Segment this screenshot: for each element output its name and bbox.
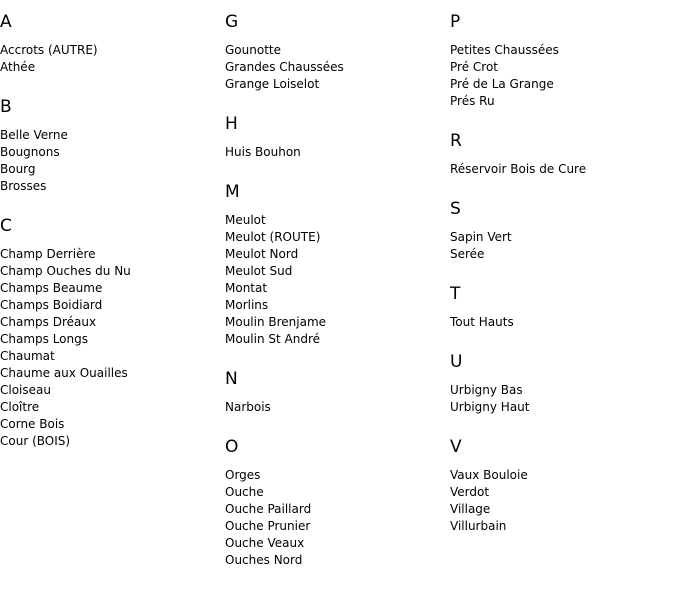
letter-group [225,114,450,161]
place-link[interactable]: Village [450,502,491,516]
letter-group [0,97,225,195]
place-link[interactable]: Pré Crot [450,60,498,74]
place-link[interactable]: Réservoir Bois de Cure [450,162,587,176]
place-link[interactable]: Moulin Brenjame [225,315,327,329]
place-link[interactable]: Ouche [225,485,264,499]
letter-group [225,182,450,348]
place-list [225,467,450,569]
place-link[interactable]: Brosses [0,179,47,193]
place-link[interactable]: Serée [450,247,485,261]
place-link[interactable]: Pré de La Grange [450,77,554,91]
letter-group [0,216,225,450]
place-list [225,212,450,348]
place-link[interactable]: Chaume aux Ouailles [0,366,128,380]
place-list [450,42,675,110]
place-link[interactable]: Champ Ouches du Nu [0,264,131,278]
place-link[interactable]: Grange Loiselot [225,77,320,91]
letter-group [450,199,675,263]
place-list [450,161,675,178]
letter-heading: V [450,437,462,457]
letter-group [450,352,675,416]
place-list [0,246,225,450]
place-link[interactable]: Vaux Bouloie [450,468,528,482]
letter-group [450,437,675,535]
place-list [225,144,450,161]
place-link[interactable]: Urbigny Bas [450,383,523,397]
letter-heading: H [225,114,238,134]
place-link[interactable]: Morlins [225,298,269,312]
place-link[interactable]: Montat [225,281,268,295]
place-list [450,229,675,263]
place-link[interactable]: Orges [225,468,261,482]
letter-heading: O [225,437,239,457]
index-column-2 [225,0,450,569]
place-link[interactable]: Cloître [0,400,40,414]
place-link[interactable]: Cour (BOIS) [0,434,71,448]
index-column-3 [450,0,675,535]
place-link[interactable]: Grandes Chaussées [225,60,344,74]
place-link[interactable]: Moulin St André [225,332,321,346]
letter-group [450,12,675,110]
place-link[interactable]: Champ Derrière [0,247,96,261]
place-link[interactable]: Accrots (AUTRE) [0,43,98,57]
letter-heading: C [0,216,12,236]
letter-heading: U [450,352,463,372]
letter-heading: P [450,12,461,32]
letter-heading: B [0,97,12,117]
place-link[interactable]: Villurbain [450,519,507,533]
place-list [450,314,675,331]
place-link[interactable]: Ouche Paillard [225,502,312,516]
place-link[interactable]: Sapin Vert [450,230,512,244]
place-link[interactable]: Athée [0,60,36,74]
letter-heading: M [225,182,240,202]
place-list [225,42,450,93]
place-link[interactable]: Ouches Nord [225,553,303,567]
place-list [450,382,675,416]
letter-heading: S [450,199,461,219]
place-link[interactable]: Verdot [450,485,490,499]
index-column-1 [0,0,225,450]
letter-heading: T [450,284,461,304]
place-link[interactable]: Champs Boidiard [0,298,103,312]
letter-heading: G [225,12,239,32]
place-link[interactable]: Meulot Nord [225,247,299,261]
place-link[interactable]: Meulot [225,213,266,227]
letter-group [450,284,675,331]
letter-heading: N [225,369,238,389]
place-link[interactable]: Gounotte [225,43,281,57]
place-link[interactable]: Corne Bois [0,417,65,431]
letter-group [0,12,225,76]
place-link[interactable]: Ouche Veaux [225,536,305,550]
place-link[interactable]: Petites Chaussées [450,43,559,57]
place-link[interactable]: Champs Beaume [0,281,103,295]
place-link[interactable]: Urbigny Haut [450,400,530,414]
letter-group [450,131,675,178]
place-link[interactable]: Bougnons [0,145,60,159]
place-list [450,467,675,535]
place-list [0,127,225,195]
place-link[interactable]: Narbois [225,400,271,414]
letter-group [225,437,450,569]
letter-heading: R [450,131,462,151]
letter-group [225,12,450,93]
place-link[interactable]: Bourg [0,162,36,176]
place-link[interactable]: Champs Longs [0,332,89,346]
place-list [0,42,225,76]
place-link[interactable]: Meulot (ROUTE) [225,230,321,244]
place-link[interactable]: Chaumat [0,349,55,363]
place-link[interactable]: Huis Bouhon [225,145,301,159]
place-link[interactable]: Prés Ru [450,94,495,108]
letter-group [225,369,450,416]
place-link[interactable]: Champs Dréaux [0,315,97,329]
place-link[interactable]: Tout Hauts [450,315,514,329]
place-link[interactable]: Meulot Sud [225,264,293,278]
letter-heading: A [0,12,12,32]
place-link[interactable]: Ouche Prunier [225,519,311,533]
place-list [225,399,450,416]
place-link[interactable]: Cloiseau [0,383,51,397]
place-link[interactable]: Belle Verne [0,128,68,142]
